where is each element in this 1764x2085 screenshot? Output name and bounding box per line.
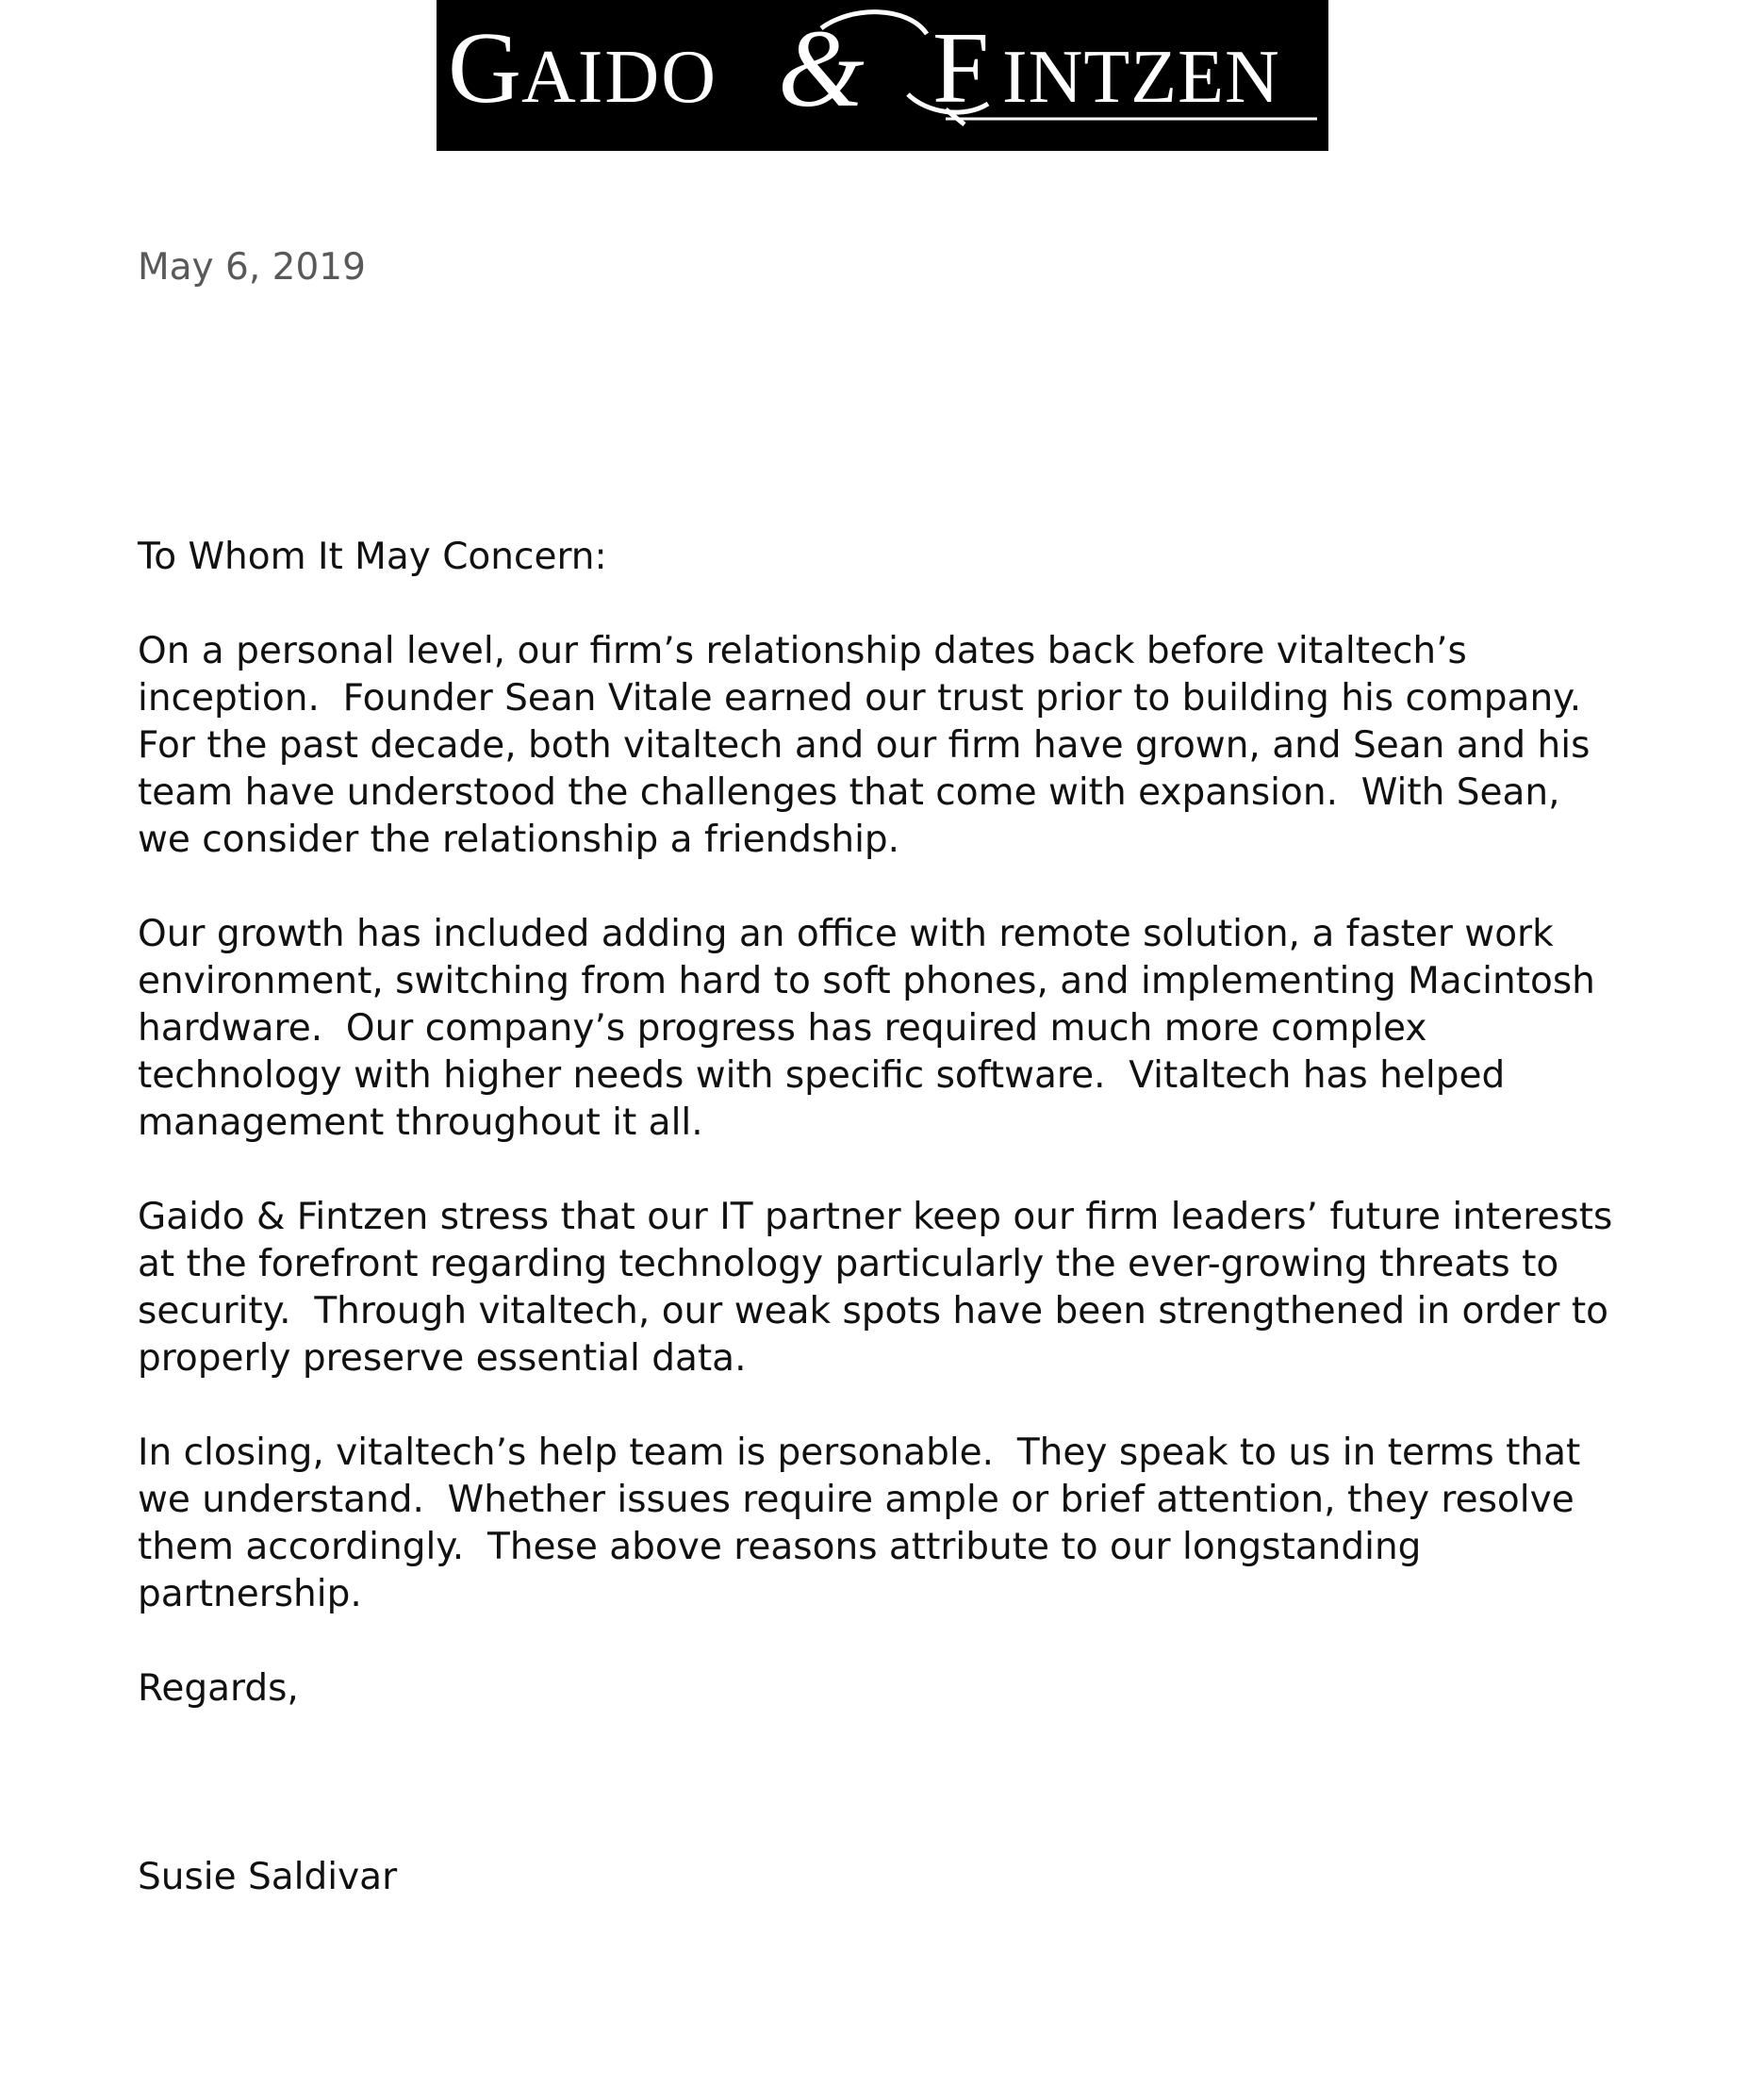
- salutation-text: To Whom It May Concern:: [138, 536, 607, 578]
- paragraph-line: inception. Founder Sean Vitale earned our trust prior to building his company.: [138, 677, 1582, 720]
- paragraph-line: properly preserve essential data.: [138, 1337, 747, 1380]
- letter-date: May 6, 2019: [138, 246, 366, 289]
- paragraph-line: we consider the relationship a friendship.: [138, 819, 900, 861]
- signer-name: Susie Saldivar: [138, 1856, 398, 1898]
- svg-text:F: F: [932, 12, 990, 124]
- paragraph-line: team have understood the challenges that come with expansion. With Sean,: [138, 771, 1560, 814]
- paragraph-line: hardware. Our company’s progress has required much more complex: [138, 1007, 1427, 1050]
- paragraph-line: In closing, vitaltech’s help team is personable. They speak to us in terms that: [138, 1431, 1581, 1474]
- svg-text:INTZEN: INTZEN: [1002, 36, 1280, 119]
- svg-text:AIDO: AIDO: [521, 36, 717, 119]
- letter-body: [138, 534, 1684, 1760]
- svg-text:&: &: [778, 7, 865, 130]
- closing-text: Regards,: [138, 1667, 299, 1710]
- paragraph-growth: [138, 911, 1684, 1147]
- paragraph-closing: [138, 1430, 1684, 1618]
- paragraph-line: partnership.: [138, 1573, 362, 1615]
- paragraph-line: security. Through vitaltech, our weak spots have been strengthened in order to: [138, 1290, 1608, 1332]
- paragraph-line: technology with higher needs with specific software. Vitaltech has helped: [138, 1054, 1506, 1097]
- letterhead-logo: [437, 0, 1328, 151]
- paragraph-line: Our growth has included adding an office with remote solution, a faster work: [138, 913, 1554, 955]
- paragraph-line: at the forefront regarding technology particularly the ever-growing threats to: [138, 1243, 1559, 1285]
- paragraph-line: On a personal level, our firm’s relationship dates back before vitaltech’s: [138, 630, 1467, 672]
- paragraph-line: Gaido & Fintzen stress that our IT partner keep our firm leaders’ future interests: [138, 1196, 1613, 1238]
- paragraph-line: management throughout it all.: [138, 1101, 703, 1144]
- salutation: [138, 534, 1684, 581]
- paragraph-relationship: [138, 628, 1684, 864]
- paragraph-line: we understand. Whether issues require ample or brief attention, they resolve: [138, 1479, 1574, 1521]
- paragraph-line: For the past decade, both vitaltech and our firm have grown, and Sean and his: [138, 724, 1591, 767]
- closing: [138, 1665, 1684, 1713]
- gaido-fintzen-logo: [437, 0, 1328, 151]
- svg-text:G: G: [448, 12, 521, 124]
- paragraph-security: [138, 1194, 1684, 1382]
- paragraph-line: environment, switching from hard to soft phones, and implementing Macintosh: [138, 960, 1595, 1002]
- paragraph-line: them accordingly. These above reasons attribute to our longstanding: [138, 1526, 1422, 1568]
